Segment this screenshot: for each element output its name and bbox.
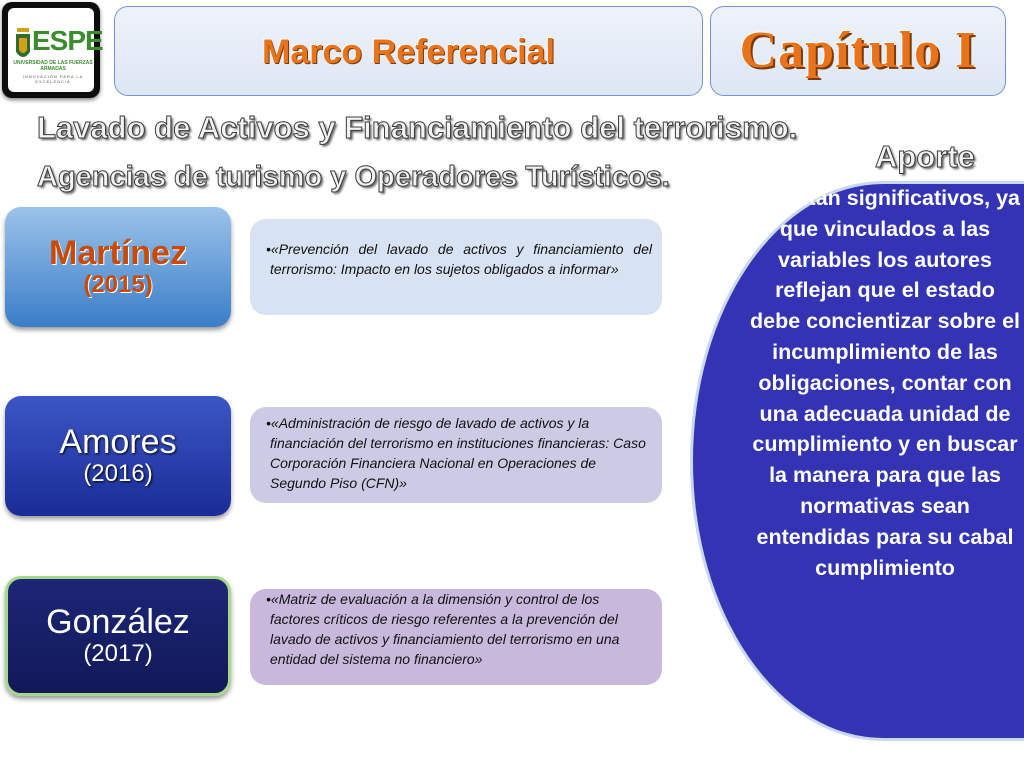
list-item	[266, 413, 652, 493]
work-title: «Prevención del lavado de activos y financiamiento del terrorismo: Impacto en los sujetos obligados a informar»	[270, 241, 652, 277]
author-name: Martínez	[49, 234, 187, 272]
topic-heading: Lavado de Activos y Financiamiento del terrorismo.	[37, 110, 798, 145]
bullet-icon: •	[266, 241, 271, 257]
list-item	[266, 589, 652, 669]
work-title: «Administración de riesgo de lavado de activos y la financiación del terrorismo en instituciones financieras: Caso Corporación Financiera Nacional en Operaciones de Segundo Piso (CFN)»	[270, 415, 646, 491]
work-description-martinez	[250, 219, 662, 315]
bullet-icon: •	[266, 415, 271, 431]
author-card-gonzalez	[5, 576, 231, 696]
slide-title: Marco Referencial	[262, 33, 555, 71]
title-panel	[114, 6, 703, 96]
logo-wordmark: ESPE	[32, 25, 103, 56]
author-name: González	[46, 603, 190, 641]
logo-panel	[8, 8, 103, 92]
aporte-text: Resultan significativos, ya que vinculados a las variables los autores reflejan que el estado debe concientizar sobre el incumplimiento de las obligaciones, contar con una adecuada unidad de cumplimiento y en buscar la manera para que las normativas sean entendidas para su cabal cumplimiento	[749, 186, 1021, 580]
logo-tagline: INNOVACIÓN PARA LA EXCELENCIA	[22, 74, 84, 84]
work-description-gonzalez	[250, 589, 662, 685]
author-card-amores	[5, 396, 231, 516]
author-name: Amores	[59, 423, 177, 461]
chapter-title: Capítulo I	[739, 22, 977, 79]
list-item	[266, 239, 652, 279]
work-title: «Matriz de evaluación a la dimensión y control de los factores críticos de riesgo referentes a la prevención del lavado de activos y financiamiento del terrorismo en una entidad del sistema no financiero»	[270, 591, 620, 667]
author-card-martinez	[5, 207, 231, 327]
subtopic-heading: Agencias de turismo y Operadores Turísticos.	[37, 161, 670, 193]
author-year: (2017)	[83, 640, 153, 667]
work-description-amores	[250, 407, 662, 503]
espe-logo	[2, 2, 103, 98]
author-year: (2016)	[83, 460, 153, 487]
logo-university: UNIVERSIDAD DE LAS FUERZAS ARMADAS	[13, 60, 93, 72]
aporte-heading: Aporte	[875, 139, 975, 174]
bullet-icon: •	[266, 591, 271, 607]
author-year: (2015)	[83, 271, 153, 298]
chapter-panel	[710, 6, 1006, 96]
